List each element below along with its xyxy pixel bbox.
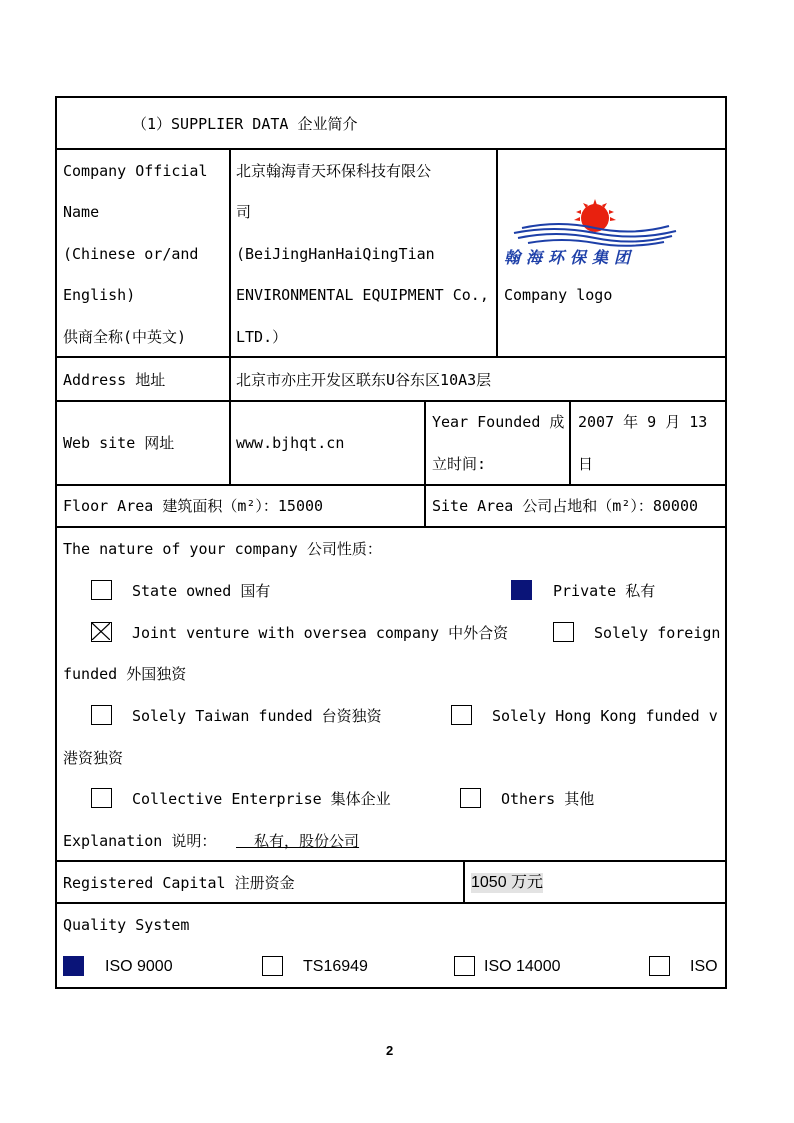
iso-label: ISO bbox=[690, 958, 718, 975]
company-logo-caption: Company logo bbox=[504, 286, 613, 304]
company-name-value-line: ENVIRONMENTAL EQUIPMENT Co., bbox=[236, 286, 489, 304]
logo-text: 翰海环保集团 bbox=[504, 248, 637, 267]
explanation-label: Explanation 说明： bbox=[63, 832, 217, 850]
website-label: Web site 网址 bbox=[63, 434, 175, 452]
company-name-value-line: 司 bbox=[236, 203, 252, 221]
address-label: Address 地址 bbox=[63, 371, 166, 389]
cross-mark-icon bbox=[92, 623, 110, 640]
solely-hongkong-checkbox[interactable] bbox=[451, 705, 472, 725]
collective-enterprise-label: Collective Enterprise 集体企业 bbox=[132, 790, 391, 808]
registered-capital-value: 1050 万元 bbox=[471, 874, 544, 891]
company-logo bbox=[504, 198, 694, 270]
iso14000-checkbox[interactable] bbox=[454, 956, 475, 976]
company-name-label-line: Name bbox=[63, 203, 100, 221]
private-checkbox[interactable] bbox=[511, 580, 532, 600]
registered-capital-label: Registered Capital 注册资金 bbox=[63, 874, 295, 892]
solely-hongkong-label-cont: 港资独资 bbox=[63, 749, 124, 767]
solely-foreign-checkbox[interactable] bbox=[553, 622, 574, 642]
page-number: 2 bbox=[386, 1043, 394, 1058]
site-area: Site Area 公司占地和（m²）：80000 bbox=[432, 497, 699, 515]
others-label: Others 其他 bbox=[501, 790, 595, 808]
state-owned-checkbox[interactable] bbox=[91, 580, 112, 600]
iso9000-label: ISO 9000 bbox=[105, 958, 173, 975]
company-name-value-line: LTD.） bbox=[236, 328, 288, 346]
floor-area: Floor Area 建筑面积（m²）：15000 bbox=[63, 497, 324, 515]
iso14000-label: ISO 14000 bbox=[484, 958, 561, 975]
ts16949-label: TS16949 bbox=[303, 958, 368, 975]
joint-venture-label: Joint venture with oversea company 中外合资 bbox=[132, 624, 509, 642]
company-name-label-line: (Chinese or/and bbox=[63, 245, 199, 263]
iso9000-checkbox[interactable] bbox=[63, 956, 84, 976]
year-founded-label: 立时间: bbox=[432, 455, 487, 473]
year-founded-label: Year Founded 成 bbox=[432, 413, 565, 431]
company-name-value-line: (BeiJingHanHaiQingTian bbox=[236, 245, 435, 263]
solely-hongkong-label: Solely Hong Kong funded v bbox=[492, 707, 718, 725]
private-label: Private 私有 bbox=[553, 582, 656, 600]
solely-foreign-label-cont: funded 外国独资 bbox=[63, 665, 187, 683]
iso-checkbox[interactable] bbox=[649, 956, 670, 976]
ts16949-checkbox[interactable] bbox=[262, 956, 283, 976]
joint-venture-checkbox[interactable] bbox=[91, 622, 112, 642]
year-founded-value: 日 bbox=[578, 455, 594, 473]
collective-enterprise-checkbox[interactable] bbox=[91, 788, 112, 808]
year-founded-value: 2007 年 9 月 13 bbox=[578, 413, 708, 431]
company-name-label-line: English) bbox=[63, 286, 136, 304]
section-title: （1）SUPPLIER DATA 企业简介 bbox=[132, 115, 358, 133]
solely-foreign-label: Solely foreign bbox=[594, 624, 721, 642]
state-owned-label: State owned 国有 bbox=[132, 582, 271, 600]
others-checkbox[interactable] bbox=[460, 788, 481, 808]
company-name-value-line: 北京翰海青天环保科技有限公 bbox=[236, 162, 432, 180]
company-name-label-line: Company Official bbox=[63, 162, 208, 180]
website-value[interactable]: www.bjhqt.cn bbox=[236, 434, 345, 452]
explanation-value: 私有，股份公司 bbox=[236, 832, 360, 850]
address-value: 北京市亦庄开发区联东U谷东区10A3层 bbox=[236, 371, 492, 389]
company-name-label-line: 供商全称(中英文) bbox=[63, 328, 187, 346]
logo-sun-waves-icon bbox=[504, 198, 694, 248]
quality-system-title: Quality System bbox=[63, 916, 190, 934]
solely-taiwan-checkbox[interactable] bbox=[91, 705, 112, 725]
solely-taiwan-label: Solely Taiwan funded 台资独资 bbox=[132, 707, 382, 725]
company-nature-title: The nature of your company 公司性质： bbox=[63, 540, 382, 558]
